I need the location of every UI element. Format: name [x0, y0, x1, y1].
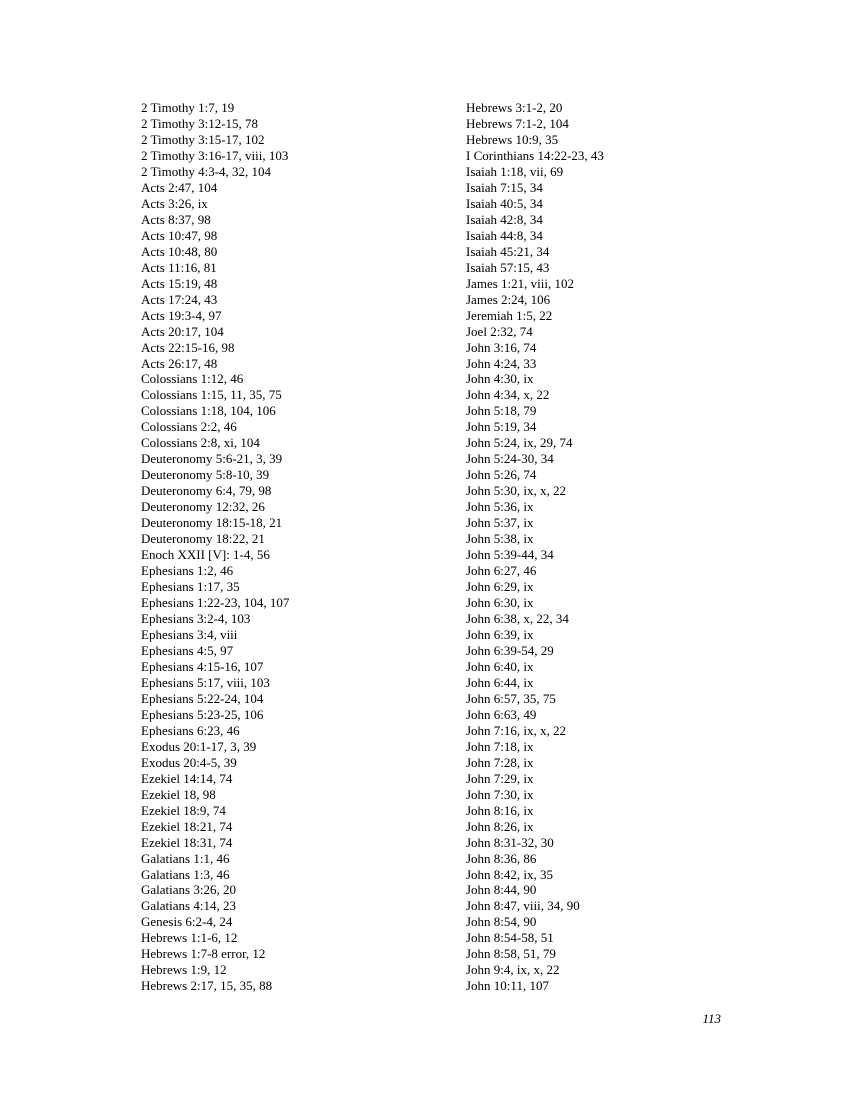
index-entry: John 6:44, ix [466, 674, 534, 690]
index-entry: John 10:11, 107 [466, 978, 549, 994]
index-entry: Hebrews 7:1-2, 104 [466, 115, 569, 131]
index-entry: Ephesians 1:2, 46 [141, 563, 234, 579]
index-entry: John 5:37, ix [466, 515, 534, 531]
index-entry: Deuteronomy 18:15-18, 21 [141, 515, 283, 531]
index-entry: John 8:47, viii, 34, 90 [466, 898, 580, 914]
index-entry: 2 Timothy 3:15-17, 102 [141, 131, 265, 147]
index-entry: John 5:24, ix, 29, 74 [466, 435, 573, 451]
index-entry: Acts 19:3-4, 97 [141, 307, 222, 323]
index-entry: Isaiah 57:15, 43 [466, 259, 550, 275]
index-entry: John 8:54, 90 [466, 914, 537, 930]
index-entry: John 7:28, ix [466, 754, 534, 770]
index-entry: 2 Timothy 4:3-4, 32, 104 [141, 163, 272, 179]
index-entry: Acts 22:15-16, 98 [141, 339, 235, 355]
index-entry: John 6:57, 35, 75 [466, 690, 556, 706]
index-entry: Ephesians 5:22-24, 104 [141, 690, 264, 706]
index-entry: John 7:16, ix, x, 22 [466, 722, 567, 738]
index-entry: Hebrews 3:1-2, 20 [466, 100, 563, 115]
index-entry: Acts 11:16, 81 [141, 259, 217, 275]
index-entry: John 5:30, ix, x, 22 [466, 483, 567, 499]
index-entry: Ephesians 4:15-16, 107 [141, 658, 264, 674]
index-entry: Deuteronomy 5:8-10, 39 [141, 467, 270, 483]
index-entry: John 4:24, 33 [466, 355, 537, 371]
index-entry: Colossians 1:12, 46 [141, 371, 244, 387]
index-entry: John 9:4, ix, x, 22 [466, 962, 560, 978]
index-entry: John 5:18, 79 [466, 403, 537, 419]
index-entry: John 8:16, ix [466, 802, 534, 818]
index-entry: John 3:16, 74 [466, 339, 537, 355]
index-entry: John 6:27, 46 [466, 563, 537, 579]
index-entry: Isaiah 1:18, vii, 69 [466, 163, 564, 179]
index-entry: John 8:54-58, 51 [466, 930, 554, 946]
index-entry: John 6:63, 49 [466, 706, 537, 722]
index-entry: John 5:24-30, 34 [466, 451, 554, 467]
index-entry: John 8:36, 86 [466, 850, 537, 866]
index-entry: 2 Timothy 1:7, 19 [141, 100, 235, 115]
index-entry: Isaiah 40:5, 34 [466, 195, 543, 211]
index-entry: John 5:39-44, 34 [466, 547, 554, 563]
index-entry: John 5:38, ix [466, 531, 534, 547]
index-entry: Isaiah 45:21, 34 [466, 243, 550, 259]
index-entry: James 2:24, 106 [466, 291, 551, 307]
index-entry: Enoch XXII [V]: 1-4, 56 [141, 547, 270, 563]
index-entry: John 6:30, ix [466, 595, 534, 611]
index-entry: John 8:44, 90 [466, 882, 537, 898]
index-entry: John 6:29, ix [466, 579, 534, 595]
index-entry: Hebrews 2:17, 15, 35, 88 [141, 978, 273, 994]
index-entry: Ephesians 3:2-4, 103 [141, 611, 251, 626]
index-entry: Hebrews 1:1-6, 12 [141, 930, 238, 946]
index-entry: Acts 10:47, 98 [141, 227, 218, 243]
index-entry: Ephesians 1:17, 35 [141, 579, 240, 595]
index-entry: John 6:39, ix [466, 626, 534, 642]
index-entry: Isaiah 42:8, 34 [466, 211, 543, 227]
index-entry: Isaiah 44:8, 34 [466, 227, 543, 243]
index-entry: Ephesians 6:23, 46 [141, 722, 240, 738]
index-entry: Joel 2:32, 74 [466, 323, 533, 339]
index-entry: Galatians 1:1, 46 [141, 850, 230, 866]
index-column-left [141, 100, 441, 994]
index-entry: Acts 15:19, 48 [141, 275, 218, 291]
index-entry: 2 Timothy 3:12-15, 78 [141, 115, 259, 131]
index-entry: Ezekiel 18, 98 [141, 786, 216, 802]
index-entry: Genesis 6:2-4, 24 [141, 914, 233, 930]
index-entry: John 4:34, x, 22 [466, 387, 550, 403]
index-entry: John 6:39-54, 29 [466, 642, 554, 658]
index-entry: John 7:18, ix [466, 738, 534, 754]
index-entry: Hebrews 10:9, 35 [466, 131, 559, 147]
index-entry: Galatians 1:3, 46 [141, 866, 230, 882]
index-entry: John 7:29, ix [466, 770, 534, 786]
index-entry: Deuteronomy 5:6-21, 3, 39 [141, 451, 283, 467]
index-entry: Exodus 20:1-17, 3, 39 [141, 738, 257, 754]
index-entry: Colossians 1:18, 104, 106 [141, 403, 276, 419]
index-entry: I Corinthians 14:22-23, 43 [466, 147, 604, 163]
index-entry: Ephesians 5:17, viii, 103 [141, 674, 270, 690]
index-entry: John 8:58, 51, 79 [466, 946, 556, 962]
index-entry: John 6:38, x, 22, 34 [466, 611, 569, 626]
index-entry: Acts 10:48, 80 [141, 243, 218, 259]
index-entry: Ezekiel 14:14, 74 [141, 770, 233, 786]
index-entry: Deuteronomy 18:22, 21 [141, 531, 265, 547]
page-number: 113 [702, 1011, 721, 1026]
index-entry: John 5:36, ix [466, 499, 534, 515]
index-entry: Acts 26:17, 48 [141, 355, 218, 371]
index-entry: Isaiah 7:15, 34 [466, 179, 543, 195]
index-entry: Ephesians 3:4, viii [141, 626, 238, 642]
index-entry: Ephesians 1:22-23, 104, 107 [141, 595, 290, 611]
index-entry: John 8:42, ix, 35 [466, 866, 554, 882]
index-entry: Exodus 20:4-5, 39 [141, 754, 237, 770]
index-entry: Deuteronomy 12:32, 26 [141, 499, 265, 515]
index-entry: Galatians 4:14, 23 [141, 898, 236, 914]
index-entry: John 8:31-32, 30 [466, 834, 554, 850]
index-entry: Ezekiel 18:21, 74 [141, 818, 233, 834]
index-entry: John 5:19, 34 [466, 419, 537, 435]
index-entry: Acts 8:37, 98 [141, 211, 211, 227]
index-entry: Acts 17:24, 43 [141, 291, 218, 307]
index-entry: Colossians 1:15, 11, 35, 75 [141, 387, 282, 403]
index-entry: Hebrews 1:7-8 error, 12 [141, 946, 266, 962]
index-entry: John 4:30, ix [466, 371, 534, 387]
index-entry: James 1:21, viii, 102 [466, 275, 574, 291]
index-entry: John 6:40, ix [466, 658, 534, 674]
index-entry: Ephesians 5:23-25, 106 [141, 706, 264, 722]
index-entry: Colossians 2:2, 46 [141, 419, 237, 435]
index-entry: Acts 3:26, ix [141, 195, 208, 211]
index-entry: Ephesians 4:5, 97 [141, 642, 234, 658]
index-entry: 2 Timothy 3:16-17, viii, 103 [141, 147, 289, 163]
index-entry: Galatians 3:26, 20 [141, 882, 236, 898]
index-entry: John 8:26, ix [466, 818, 534, 834]
index-entry: Deuteronomy 6:4, 79, 98 [141, 483, 272, 499]
index-entry: Colossians 2:8, xi, 104 [141, 435, 260, 451]
index-entry: Acts 20:17, 104 [141, 323, 224, 339]
index-column-right [466, 100, 766, 994]
index-entry: John 5:26, 74 [466, 467, 537, 483]
index-entry: Hebrews 1:9, 12 [141, 962, 227, 978]
index-entry: Acts 2:47, 104 [141, 179, 218, 195]
index-entry: Ezekiel 18:31, 74 [141, 834, 233, 850]
index-entry: Jeremiah 1:5, 22 [466, 307, 553, 323]
index-entry: Ezekiel 18:9, 74 [141, 802, 226, 818]
index-entry: John 7:30, ix [466, 786, 534, 802]
